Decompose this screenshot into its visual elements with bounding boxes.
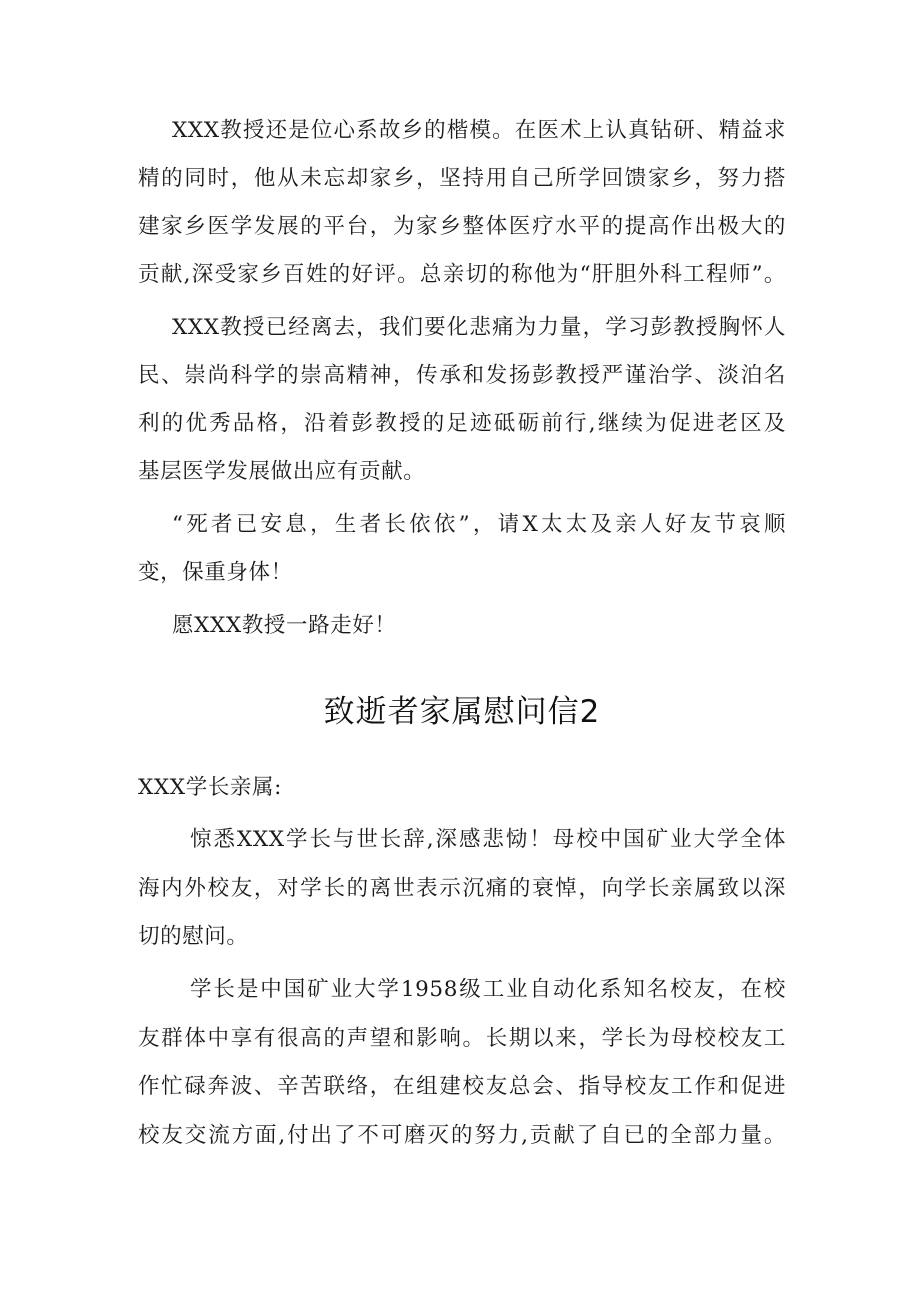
paragraph-line: 惊悉XXX学长与世长辞,深感悲恸！母校中国矿业大学全体 (190, 827, 786, 852)
paragraph-line: 贡献,深受家乡百姓的好评。总亲切的称他为“肝胆外科工程师”。 (138, 262, 786, 287)
paragraph-line: 变，保重身体！ (138, 560, 293, 585)
paragraph-line: “死者已安息，生者长依依”，请X太太及亲人好友节哀顺 (172, 512, 786, 537)
paragraph-line: 海内外校友，对学长的离世表示沉痛的衰悼，向学长亲属致以深 (138, 876, 786, 901)
section-title: 致逝者家属慰问信2 (323, 694, 601, 730)
paragraph-line: XXX教授还是位心系故乡的楷模。在医术上认真钻研、精益求 (172, 118, 786, 143)
paragraph-line: 校友交流方面,付出了不可磨灭的努力,贡献了自已的全部力量。 (138, 1123, 786, 1148)
paragraph-line: 建家乡医学发展的平台，为家乡整体医疗水平的提高作出极大的 (138, 214, 786, 239)
paragraph-line: 民、崇尚科学的崇高精神，传承和发扬彭教授严谨治学、淡泊名 (138, 363, 786, 388)
paragraph-line: 作忙碌奔波、辛苦联络，在组建校友总会、指导校友工作和促进 (138, 1074, 786, 1099)
paragraph-line: 利的优秀品格，沿着彭教授的足迹砥砺前行,继续为促进老区及 (138, 411, 786, 436)
closing-line: 愿XXX教授一路走好！ (172, 613, 397, 638)
paragraph-line: 切的慰问。 (138, 924, 249, 949)
paragraph-line: 精的同时，他从未忘却家乡，坚持用自己所学回馈家乡，努力搭 (138, 166, 786, 191)
paragraph-line: 学长是中国矿业大学1958级工业自动化系知名校友，在校 (190, 977, 786, 1002)
salutation: XXX学长亲属: (138, 775, 282, 800)
paragraph-line: XXX教授已经离去，我们要化悲痛为力量，学习彭教授胸怀人 (172, 315, 786, 340)
paragraph-line: 友群体中享有很高的声望和影响。长期以来，学长为母校校友工 (138, 1026, 786, 1051)
paragraph-line: 基层医学发展做出应有贡献。 (138, 459, 426, 484)
